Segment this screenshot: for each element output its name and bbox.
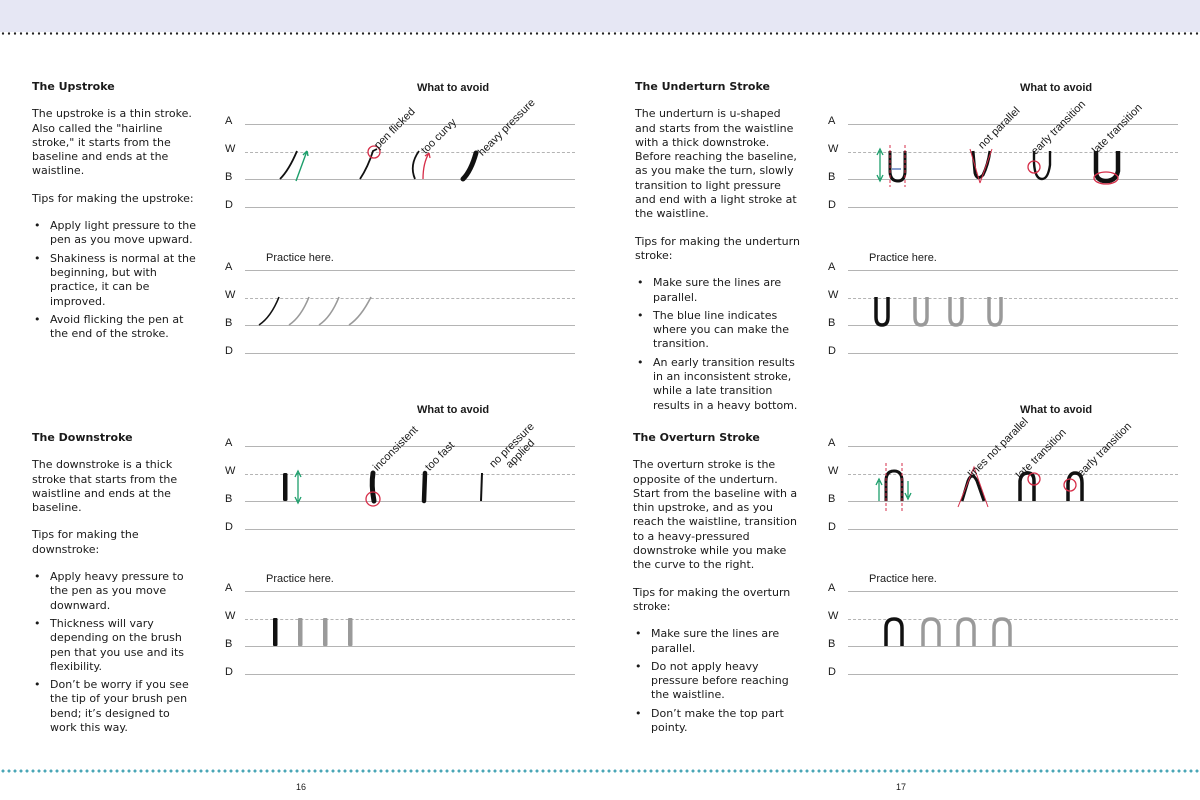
too-fast-example bbox=[424, 473, 425, 501]
underturn-practice-label: Practice here. bbox=[869, 252, 937, 264]
too-curvy-example bbox=[413, 151, 419, 179]
heavy-pressure-example bbox=[463, 153, 476, 179]
list-item: • Don’t make the top part pointy. bbox=[633, 707, 798, 736]
avoid-label: lines not parallel bbox=[966, 415, 1031, 481]
upstroke-avoid-title: What to avoid bbox=[417, 82, 490, 94]
guide-label-b: B bbox=[225, 638, 233, 650]
avoid-label: inconsistent bbox=[371, 423, 421, 474]
guide-label-b: B bbox=[225, 317, 233, 329]
guide-label-a: A bbox=[828, 582, 836, 594]
guide-label-a: A bbox=[225, 261, 233, 273]
avoid-label: too fast bbox=[423, 439, 457, 474]
guide-label-d: D bbox=[225, 199, 233, 211]
guide-label-d: D bbox=[225, 521, 233, 533]
downstroke-description: The downstroke is a thick stroke that starts from the waistline and ends at the baseline. bbox=[32, 458, 178, 515]
downstroke-tips-title: Tips for making the downstroke: bbox=[32, 528, 139, 556]
upstroke-description: The upstroke is a thin stroke. Also called the "hairline stroke," it starts from the baseline and ends at the waistline. bbox=[32, 107, 192, 178]
underturn-practice-guide[interactable] bbox=[828, 261, 1178, 361]
guide-label-w: W bbox=[225, 610, 236, 622]
guide-label-w: W bbox=[225, 465, 236, 477]
list-item: • The blue line indicates where you can make the transition. bbox=[635, 309, 800, 352]
underturn-avoid-title: What to avoid bbox=[1020, 82, 1093, 94]
guide-label-w: W bbox=[828, 289, 839, 301]
guide-label-w: W bbox=[828, 465, 839, 477]
underturn-example bbox=[890, 151, 905, 181]
guide-label-d: D bbox=[828, 199, 836, 211]
guide-label-d: D bbox=[828, 521, 836, 533]
upstroke-practice-strokes bbox=[225, 261, 575, 361]
guide-label-b: B bbox=[225, 171, 233, 183]
bottom-dotted-border bbox=[0, 769, 1200, 773]
upstroke-example bbox=[280, 151, 297, 179]
guide-label-b: B bbox=[225, 493, 233, 505]
overturn-practice-guide[interactable] bbox=[828, 582, 1178, 682]
underturn-description: The underturn is u-shaped and starts from the waistline with a thick downstroke. Before reaching the baseline, as you make the turn, slowly transition to light pressure and end with a light stroke at the waistline. bbox=[635, 107, 797, 221]
downstroke-avoid-title: What to avoid bbox=[417, 404, 490, 416]
downstroke-practice-guide[interactable] bbox=[225, 582, 575, 682]
guide-label-d: D bbox=[828, 345, 836, 357]
overturn-text bbox=[633, 431, 798, 739]
guide-label-d: D bbox=[828, 666, 836, 678]
inconsistent-example bbox=[372, 473, 374, 501]
downstroke-tips-list bbox=[32, 570, 197, 735]
downstroke-practice-label: Practice here. bbox=[266, 573, 334, 585]
guide-label-d: D bbox=[225, 345, 233, 357]
overturn-avoid-guide bbox=[828, 437, 1178, 537]
list-item: • Avoid flicking the pen at the end of the stroke. bbox=[32, 313, 197, 342]
downstroke-example bbox=[283, 473, 288, 501]
underturn-tips-title: Tips for making the underturn stroke: bbox=[635, 234, 800, 262]
underturn-text bbox=[635, 80, 800, 417]
overturn-title: The Overturn Stroke bbox=[633, 431, 760, 444]
underturn-practice-strokes bbox=[828, 261, 1178, 361]
list-item: • Thickness will vary depending on the brush pen that you use and its flexibility. bbox=[32, 617, 197, 674]
overturn-avoid-title: What to avoid bbox=[1020, 404, 1093, 416]
top-dotted-border bbox=[0, 32, 1200, 35]
list-item: • Apply light pressure to the pen as you move upward. bbox=[32, 219, 197, 248]
page-number-right: 17 bbox=[896, 782, 907, 792]
overturn-tips-title: Tips for making the overturn stroke: bbox=[633, 585, 791, 613]
overturn-avoid-strokes bbox=[828, 437, 1178, 537]
guide-label-a: A bbox=[828, 437, 836, 449]
upstroke-text bbox=[32, 80, 197, 345]
guide-label-d: D bbox=[225, 666, 233, 678]
guide-label-a: A bbox=[828, 261, 836, 273]
guide-label-b: B bbox=[828, 317, 836, 329]
guide-label-w: W bbox=[828, 610, 839, 622]
guide-label-w: W bbox=[225, 289, 236, 301]
list-item: • Make sure the lines are parallel. bbox=[635, 276, 800, 305]
list-item: • An early transition results in an inconsistent stroke, while a late transition results in a heavy bottom. bbox=[635, 356, 800, 413]
list-item: • Shakiness is normal at the beginning, but with practice, it can be improved. bbox=[32, 252, 197, 309]
guide-label-a: A bbox=[828, 115, 836, 127]
avoid-label: heavy pressure bbox=[476, 96, 538, 159]
avoid-label: late transition bbox=[1090, 101, 1145, 157]
upstroke-practice-label: Practice here. bbox=[266, 252, 334, 264]
upstroke-tips-title: Tips for making the upstroke: bbox=[32, 191, 194, 205]
guide-label-b: B bbox=[828, 638, 836, 650]
overturn-description: The overturn stroke is the opposite of the underturn. Start from the baseline with a thin upstroke, and as you reach the waistline, transition to a heavy-pressured downstroke while you make the curve to the right. bbox=[633, 458, 798, 572]
upstroke-tips-list bbox=[32, 219, 197, 341]
avoid-label: no pressure applied bbox=[487, 420, 538, 471]
page-number-left: 16 bbox=[296, 782, 307, 792]
guide-label-a: A bbox=[225, 582, 233, 594]
overturn-example bbox=[886, 471, 902, 501]
underturn-title: The Underturn Stroke bbox=[635, 80, 770, 93]
upstroke-practice-guide[interactable] bbox=[225, 261, 575, 361]
guide-label-w: W bbox=[828, 143, 839, 155]
not-parallel-example bbox=[973, 151, 990, 178]
avoid-label: early transition bbox=[1075, 420, 1135, 480]
avoid-label: not parallel bbox=[976, 104, 1023, 152]
overturn-practice-label: Practice here. bbox=[869, 573, 937, 585]
no-pressure-example bbox=[481, 473, 482, 501]
list-item: • Apply heavy pressure to the pen as you move downward. bbox=[32, 570, 197, 613]
guide-label-b: B bbox=[828, 493, 836, 505]
downstroke-title: The Downstroke bbox=[32, 431, 133, 444]
downstroke-text bbox=[32, 431, 197, 739]
list-item: • Do not apply heavy pressure before reaching the waistline. bbox=[633, 660, 798, 703]
avoid-label: early transition bbox=[1029, 98, 1089, 158]
guide-label-a: A bbox=[225, 437, 233, 449]
list-item: • Don’t be worry if you see the tip of your brush pen bend; it’s designed to work this way. bbox=[32, 678, 197, 735]
top-band bbox=[0, 0, 1200, 32]
overturn-tips-list bbox=[633, 627, 798, 735]
overturn-practice-strokes bbox=[828, 582, 1178, 682]
guide-label-w: W bbox=[225, 143, 236, 155]
avoid-label: pen flicked bbox=[372, 105, 418, 152]
avoid-label: too curvy bbox=[419, 116, 460, 157]
avoid-label: late transition bbox=[1014, 426, 1069, 482]
upstroke-title: The Upstroke bbox=[32, 80, 115, 93]
downstroke-practice-strokes bbox=[225, 582, 575, 682]
list-item: • Make sure the lines are parallel. bbox=[633, 627, 798, 656]
guide-label-b: B bbox=[828, 171, 836, 183]
underturn-tips-list bbox=[635, 276, 800, 413]
guide-label-a: A bbox=[225, 115, 233, 127]
